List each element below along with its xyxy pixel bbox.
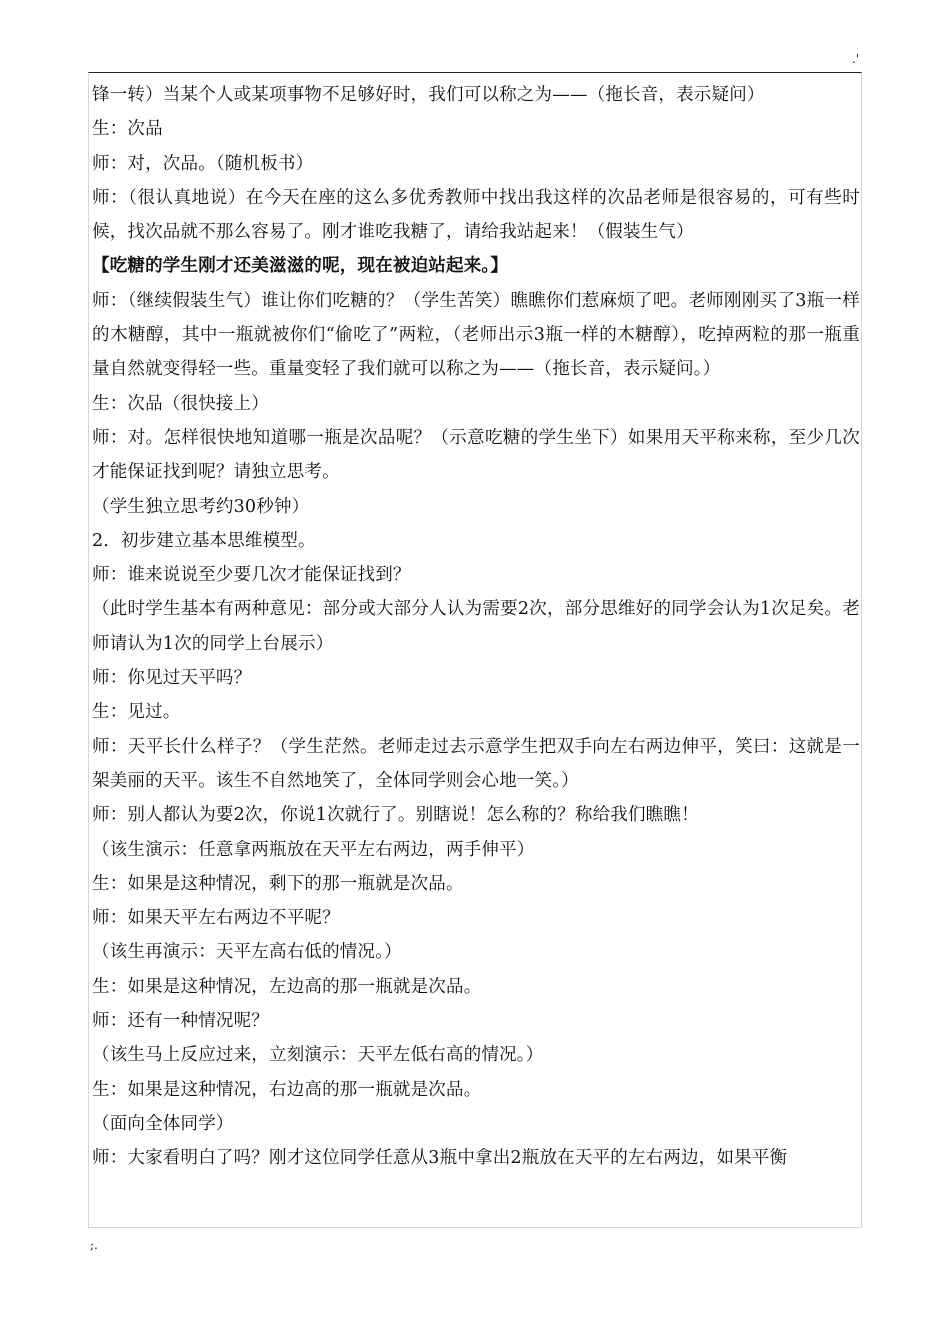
document-body [92,78,860,1176]
paragraph: 生：如果是这种情况，右边高的那一瓶就是次品。 [92,1079,482,1100]
paragraph: 生：如果是这种情况，左边高的那一瓶就是次品。 [92,976,482,997]
paragraph: 锋一转）当某个人或某项事物不足够好时，我们可以称之为——（拖长音，表示疑问） [92,85,765,105]
paragraph: 师：对。怎样很快地知道哪一瓶是次品呢？（示意吃糖的学生坐下）如果用天平称来称，至少几次才能保证找到呢？请独立思考。 [92,427,860,483]
paragraph: 师：你见过天平吗？ [92,668,252,689]
paragraph: 师：大家看明白了吗？刚才这位同学任意从3瓶中拿出2瓶放在天平的左右两边，如果平衡 [92,1148,788,1169]
paragraph: （该生演示：任意拿两瓶放在天平左右两边，两手伸平） [92,839,535,860]
paragraph: 生：次品（很快接上） [92,393,269,414]
paragraph: （该生马上反应过来，立刻演示：天平左低右高的情况。） [92,1045,544,1066]
paragraph: 2．初步建立基本思维模型。 [92,530,316,551]
paragraph: 师：（很认真地说）在今天在座的这么多优秀教师中找出我这样的次品老师是很容易的，可有些时候，找次品就不那么容易了。刚才谁吃我糖了，请给我站起来！（假装生气） [92,187,860,243]
paragraph: 生：次品 [92,119,163,140]
paragraph: 师：如果天平左右两边不平呢？ [92,908,340,929]
paragraph: 生：如果是这种情况，剩下的那一瓶就是次品。 [92,873,464,894]
corner-mark-bottom: ;. [90,1238,98,1252]
paragraph: （学生独立思考约30秒钟） [92,496,310,517]
paragraph: 师：谁来说说至少要几次才能保证找到？ [92,565,411,586]
paragraph: （面向全体同学） [92,1113,234,1134]
paragraph: 师：别人都认为要2次，你说1次就行了。别瞎说！怎么称的？称给我们瞧瞧！ [92,805,699,826]
corner-mark-top: .' [852,52,860,66]
paragraph: 师：还有一种情况呢？ [92,1011,269,1032]
paragraph: 【吃糖的学生刚才还美滋滋的呢，现在被迫站起来。】 [92,256,509,277]
paragraph: （该生再演示：天平左高右低的情况。） [92,942,402,963]
paragraph: 师：对，次品。（随机板书） [92,153,314,174]
paragraph: 师：天平长什么样子？（学生茫然。老师走过去示意学生把双手向左右两边伸平，笑曰：这就是一架美丽的天平。该生不自然地笑了，全体同学则会心地一笑。） [92,736,860,791]
paragraph: 生：见过。 [92,702,181,723]
paragraph: 师：（继续假装生气）谁让你们吃糖的？（学生苦笑）瞧瞧你们惹麻烦了吧。老师刚刚买了3瓶一样的木糖醇，其中一瓶就被你们“偷吃了”两粒，（老师出示3瓶一样的木糖醇），吃掉两粒的那一瓶重量自然就变得轻一些。重量变轻了我们就可以称之为——（拖长音，表示疑问。） [92,290,860,380]
paragraph: （此时学生基本有两种意见：部分或大部分人认为需要2次，部分思维好的同学会认为1次足矣。老师请认为1次的同学上台展示） [92,599,860,654]
